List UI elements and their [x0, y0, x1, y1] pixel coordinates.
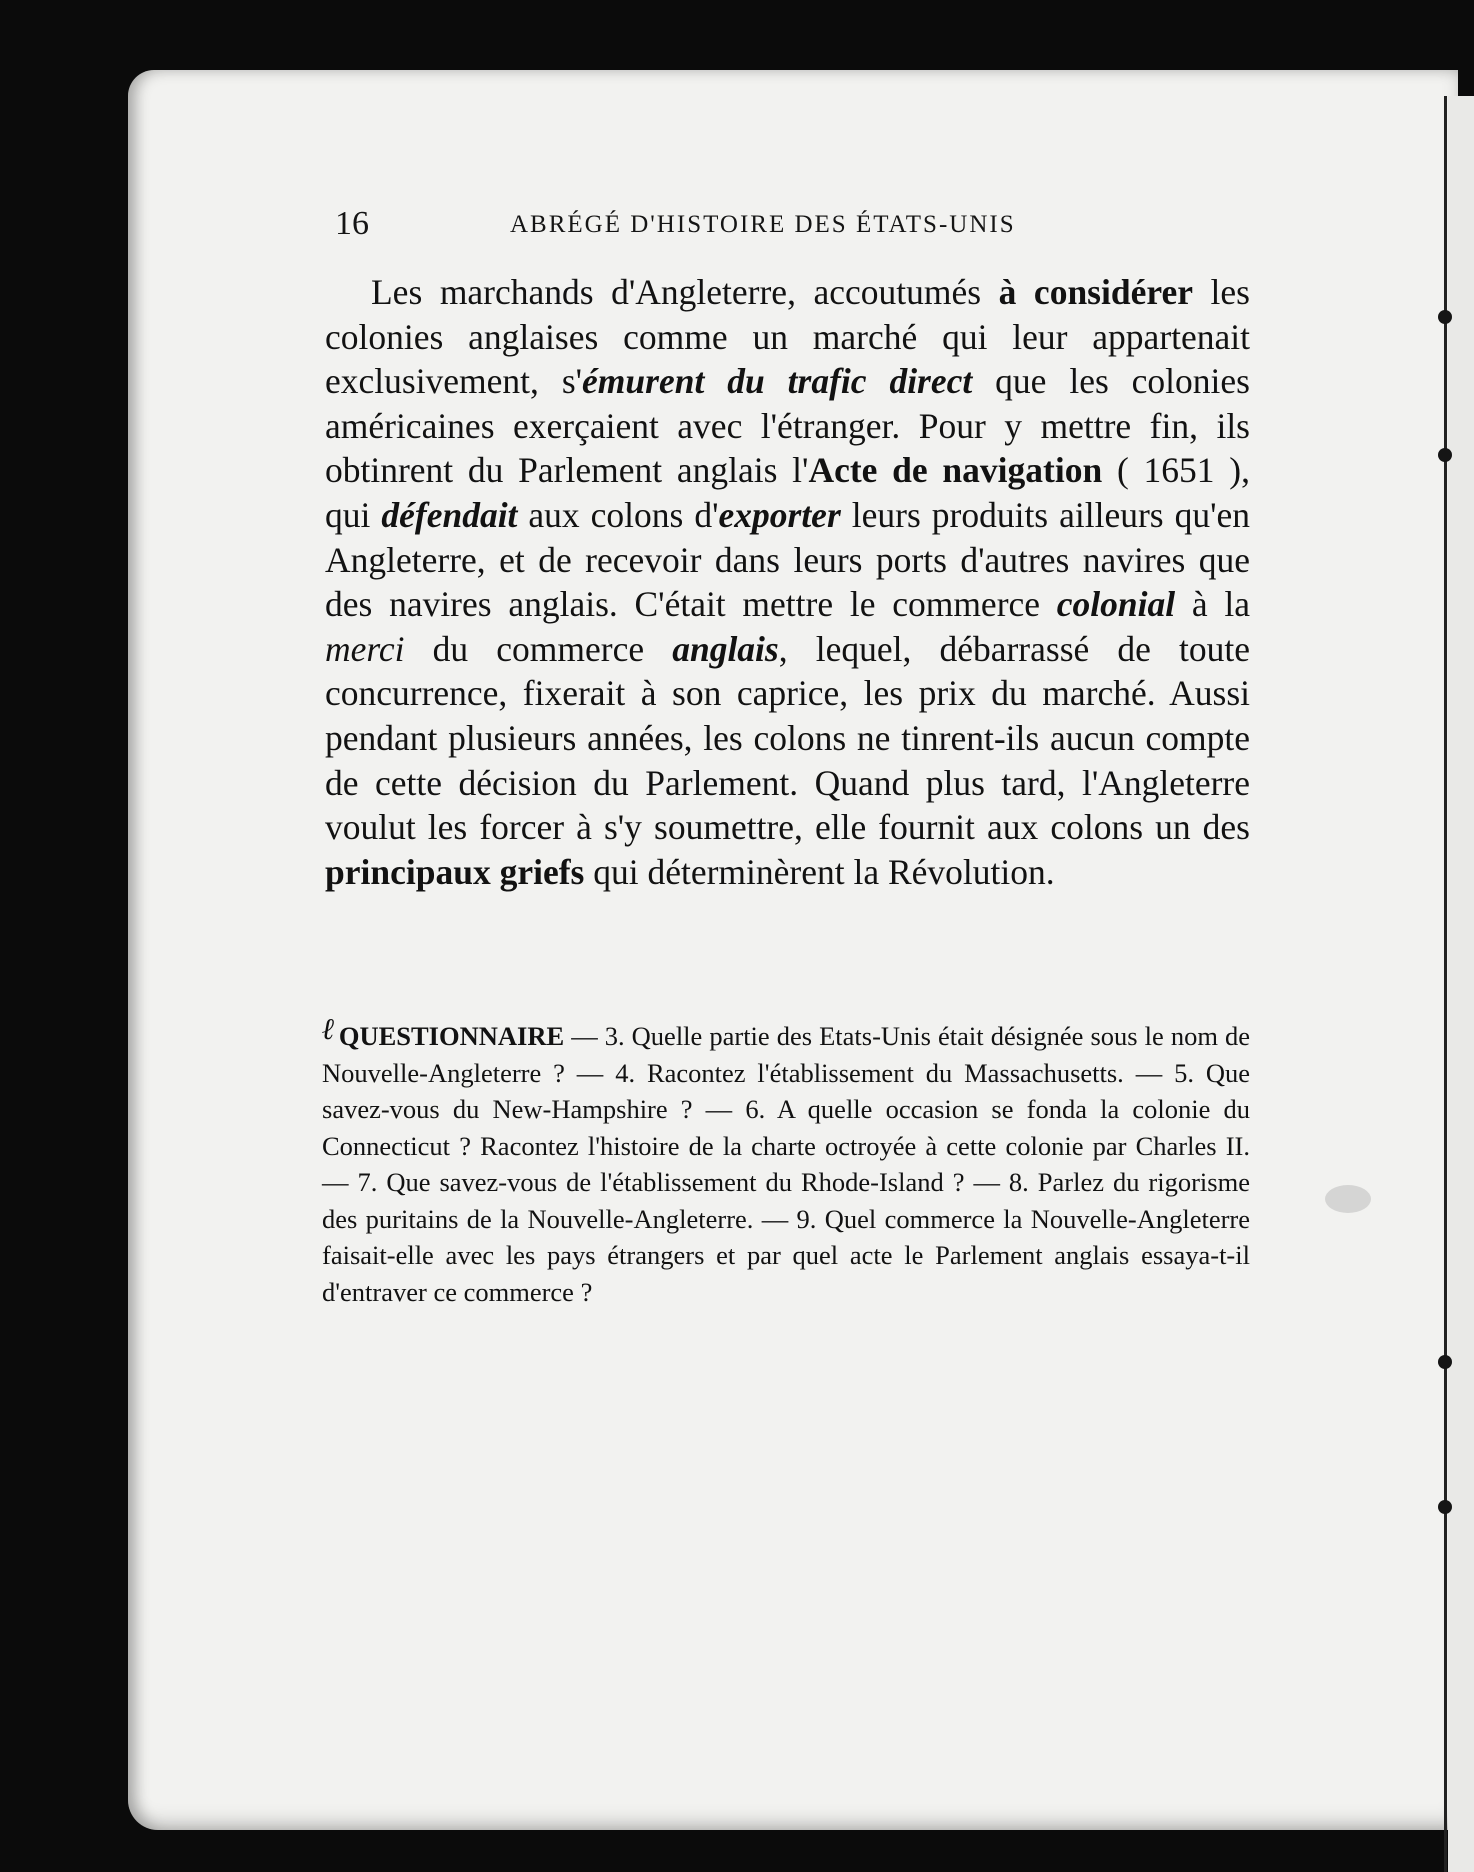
text-run: les colonies anglaises comme un marché qui leur appartenait exclusivement, s' [325, 272, 1250, 402]
text-run: Les marchands d'Angleterre, accoutumés [371, 272, 999, 312]
paragraph-text [325, 270, 1250, 894]
text-run: aux colons d' [517, 494, 719, 535]
binding-mark [1438, 448, 1452, 462]
bold-italic-text: défendait [381, 494, 518, 535]
italic-text: merci [325, 628, 405, 669]
bold-text: Acte de navigation [808, 450, 1103, 491]
main-paragraph [325, 270, 1250, 894]
text-run: qui déterminèrent la Révolution. [584, 851, 1055, 892]
bold-italic-text: exporter [718, 494, 841, 535]
bold-text: principaux griefs [325, 851, 585, 892]
text-run: , lequel, débarrassé de toute concurrence, fixerait à son caprice, les prix du marché. Aussi pendant plusieurs années, les colons ne tinrent-ils aucun compte de cette décision du Parlement. Quand plus tard, l'Angleterre voulut les forcer à s'y soumettre, elle fournit aux colons un des [325, 628, 1251, 848]
bold-italic-text: anglais [672, 628, 779, 669]
bold-italic-text: émurent du trafic direct [582, 361, 973, 402]
binding-mark [1438, 1500, 1452, 1514]
questionnaire-heading: QUESTIONNAIRE [338, 1021, 565, 1051]
page-gutter [1444, 96, 1447, 1872]
questionnaire [322, 1012, 1250, 1310]
binding-mark [1438, 310, 1452, 324]
facing-page-edge [1448, 96, 1474, 1872]
bold-text: à considérer [998, 272, 1193, 312]
running-title: ABRÉGÉ D'HISTOIRE DES ÉTATS-UNIS [510, 211, 1016, 238]
page-number: 16 [335, 205, 369, 242]
scan-smudge [1325, 1185, 1371, 1213]
questionnaire-text [322, 1012, 1250, 1310]
text-run: du commerce [404, 628, 673, 669]
bold-italic-text: colonial [1056, 584, 1176, 625]
check-mark-icon: ℓ [322, 1013, 335, 1046]
text-run: leurs produits ailleurs qu'en Angleterre, et de recevoir dans leurs ports d'autres navires que des navires anglais. C'était mettre le commerce [325, 494, 1250, 625]
text-run: à la [1175, 584, 1250, 625]
text-run: ( 1651 ), qui [325, 450, 1251, 535]
text-run: que les colonies américaines exerçaient avec l'étranger. Pour y mettre fin, ils obtinrent du Parlement anglais l' [325, 361, 1250, 491]
page-header [335, 205, 1235, 249]
binding-mark [1438, 1355, 1452, 1369]
questionnaire-questions: — 3. Quelle partie des Etats-Unis était désignée sous le nom de Nouvelle-Angleterre ? — 4. Racontez l'établissement du Massachusetts. — 5. Que savez-vous du New-Hampshire ? — 6. A quelle occasion se fonda la colonie du Connecticut ? Racontez l'histoire de la charte octroyée à cette colonie par Charles II. — 7. Que savez-vous de l'établissement du Rhode-Island ? — 8. Parlez du rigorisme des puritains de la Nouvelle-Angleterre. — 9. Quel commerce la Nouvelle-Angleterre faisait-elle avec les pays étrangers et par quel acte le Parlement anglais essaya-t-il d'entraver ce commerce ? [322, 1021, 1250, 1307]
